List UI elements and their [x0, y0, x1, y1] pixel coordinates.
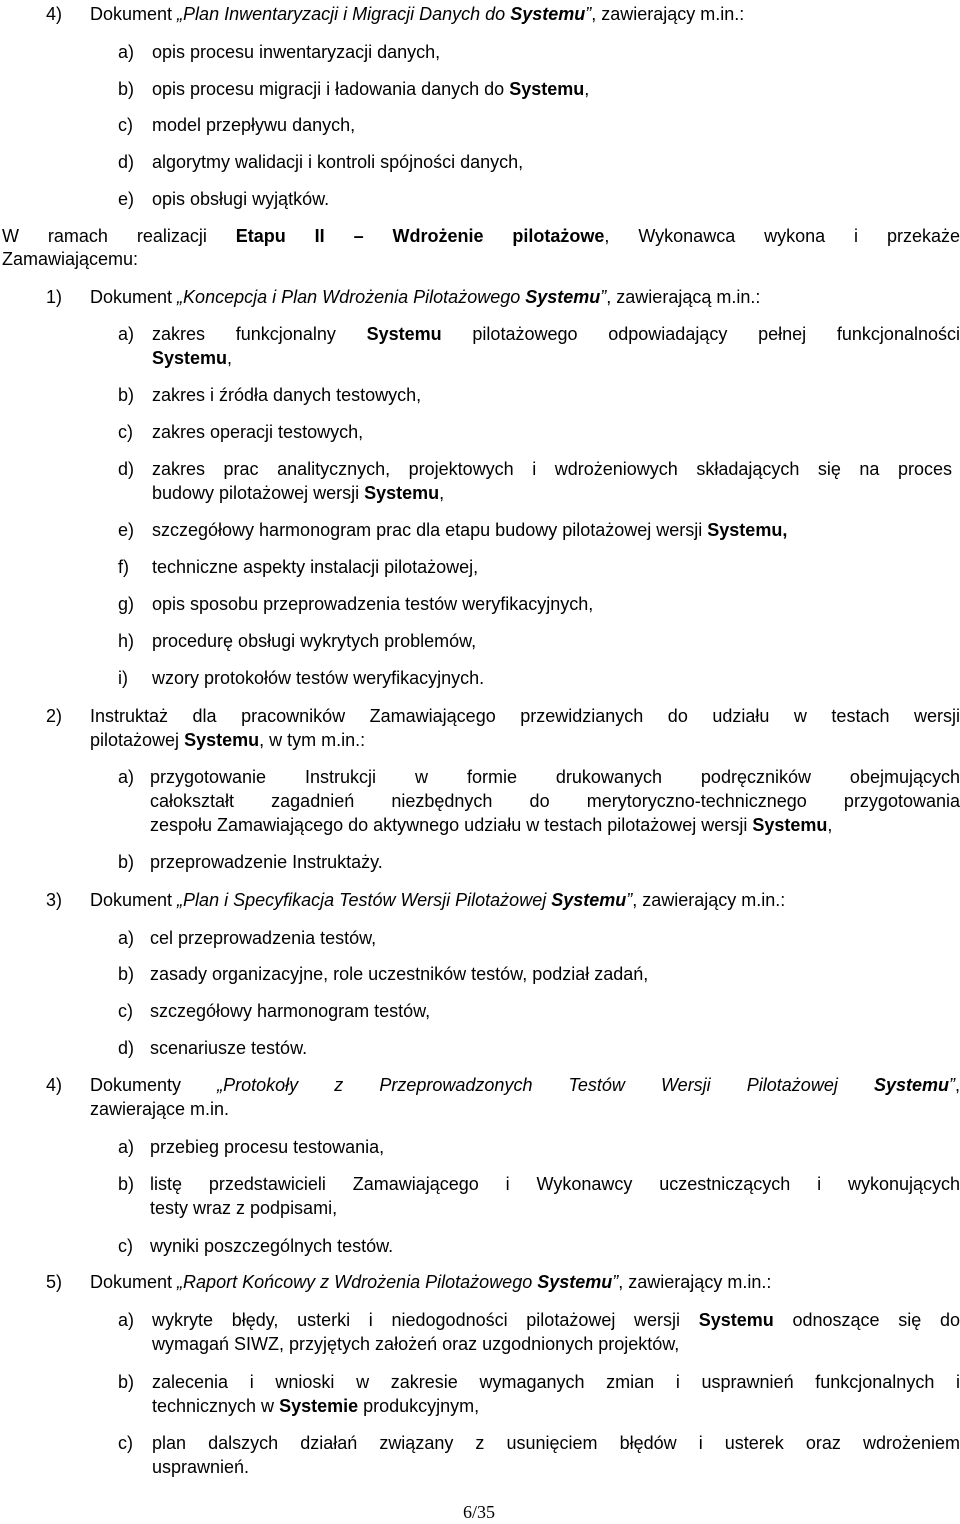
list-item: wykryte błędy, usterki i niedogodności pilotażowej wersji Systemu odnoszące się do	[152, 1310, 960, 1330]
list-item: algorytmy walidacji i kontroli spójności danych,	[152, 152, 524, 172]
list-item: techniczne aspekty instalacji pilotażowej,	[152, 557, 479, 577]
item-label: a)	[118, 324, 135, 344]
item-label: c)	[118, 422, 133, 442]
item-label: b)	[118, 964, 135, 984]
item-label: b)	[118, 79, 135, 99]
document-heading: Dokument „Plan Inwentaryzacji i Migracji Danych do Systemu”, zawierający m.in.:	[90, 4, 745, 24]
item-label: b)	[118, 852, 135, 872]
item-label: b)	[118, 1174, 135, 1194]
page-number: 6/35	[463, 1502, 496, 1522]
list-item: opis procesu inwentaryzacji danych,	[152, 42, 441, 62]
list-item-cont: usprawnień.	[152, 1457, 250, 1477]
list-item: listę przedstawicieli Zamawiającego i Wykonawcy uczestniczących i wykonujących	[150, 1174, 960, 1194]
item-label: a)	[118, 767, 135, 787]
list-item: przeprowadzenie Instruktaży.	[150, 852, 383, 872]
document-heading: Dokumenty „Protokoły z Przeprowadzonych Testów Wersji Pilotażowej Systemu”,	[90, 1075, 960, 1095]
item-label: c)	[118, 1236, 133, 1256]
list-item: procedurę obsługi wykrytych problemów,	[152, 631, 477, 651]
item-label: g)	[118, 594, 135, 614]
list-item: opis procesu migracji i ładowania danych do Systemu,	[152, 79, 590, 99]
item-label: d)	[118, 152, 135, 172]
document-heading-cont: zawierające m.in.	[90, 1099, 230, 1119]
list-number: 4)	[46, 1075, 63, 1095]
list-item: wzory protokołów testów weryfikacyjnych.	[152, 668, 485, 688]
list-item: zakres funkcjonalny Systemu pilotażowego odpowiadający pełnej funkcjonalności	[152, 324, 960, 344]
item-label: a)	[118, 42, 135, 62]
list-number: 3)	[46, 890, 63, 910]
list-item: zakres operacji testowych,	[152, 422, 364, 442]
list-number: 2)	[46, 706, 63, 726]
list-item-cont: całokształt zagadnień niezbędnych do merytoryczno-technicznego przygotowania	[150, 791, 960, 811]
list-item: opis sposobu przeprowadzenia testów weryfikacyjnych,	[152, 594, 594, 614]
item-label: a)	[118, 1310, 135, 1330]
item-label: a)	[118, 1137, 135, 1157]
list-item: wyniki poszczególnych testów.	[150, 1236, 394, 1256]
document-heading: Dokument „Koncepcja i Plan Wdrożenia Pilotażowego Systemu”, zawierającą m.in.:	[90, 287, 761, 307]
list-item: szczegółowy harmonogram prac dla etapu budowy pilotażowej wersji Systemu,	[152, 520, 788, 540]
list-item: przebieg procesu testowania,	[150, 1137, 385, 1157]
item-label: c)	[118, 1001, 133, 1021]
list-item-cont: zespołu Zamawiającego do aktywnego udziału w testach pilotażowej wersji Systemu,	[150, 815, 833, 835]
list-item: cel przeprowadzenia testów,	[150, 928, 377, 948]
list-item-cont: wymagań SIWZ, przyjętych założeń oraz uzgodnionych projektów,	[152, 1334, 680, 1354]
list-item-cont: budowy pilotażowej wersji Systemu,	[152, 483, 445, 503]
item-label: e)	[118, 189, 135, 209]
list-item: szczegółowy harmonogram testów,	[150, 1001, 431, 1021]
list-item: zakres prac analitycznych, projektowych i wdrożeniowych składających się na proces	[152, 459, 952, 479]
list-item-cont: technicznych w Systemie produkcyjnym,	[152, 1396, 480, 1416]
document-heading: Dokument „Raport Końcowy z Wdrożenia Pilotażowego Systemu”, zawierający m.in.:	[90, 1272, 772, 1292]
list-item-cont: Systemu,	[152, 348, 233, 368]
list-item: zalecenia i wnioski w zakresie wymaganych zmian i usprawnień funkcjonalnych i	[152, 1372, 960, 1392]
item-label: h)	[118, 631, 135, 651]
item-label: c)	[118, 1433, 133, 1453]
section-paragraph: Instruktaż dla pracowników Zamawiającego przewidzianych do udziału w testach wersji	[90, 706, 960, 726]
list-number: 1)	[46, 287, 63, 307]
item-label: d)	[118, 1038, 135, 1058]
item-label: e)	[118, 520, 135, 540]
item-label: i)	[118, 668, 128, 688]
intro-paragraph: W ramach realizacji Etapu II – Wdrożenie pilotażowe, Wykonawca wykona i przekaże	[2, 226, 960, 246]
list-item: plan dalszych działań związany z usunięciem błędów i usterek oraz wdrożeniem	[152, 1433, 960, 1453]
item-label: c)	[118, 115, 133, 135]
item-label: d)	[118, 459, 135, 479]
list-number: 5)	[46, 1272, 63, 1292]
document-heading: Dokument „Plan i Specyfikacja Testów Wersji Pilotażowej Systemu”, zawierający m.in.:	[90, 890, 786, 910]
list-item: model przepływu danych,	[152, 115, 356, 135]
item-label: a)	[118, 928, 135, 948]
list-item: scenariusze testów.	[150, 1038, 308, 1058]
list-item-cont: testy wraz z podpisami,	[150, 1198, 338, 1218]
intro-paragraph-cont: Zamawiającemu:	[2, 249, 139, 269]
item-label: f)	[118, 557, 129, 577]
list-item: opis obsługi wyjątków.	[152, 189, 330, 209]
item-label: b)	[118, 1372, 135, 1392]
list-number: 4)	[46, 4, 63, 24]
section-paragraph-cont: pilotażowej Systemu, w tym m.in.:	[90, 730, 366, 750]
list-item: zakres i źródła danych testowych,	[152, 385, 422, 405]
list-item: zasady organizacyjne, role uczestników testów, podział zadań,	[150, 964, 649, 984]
list-item: przygotowanie Instrukcji w formie drukowanych podręczników obejmujących	[150, 767, 960, 787]
item-label: b)	[118, 385, 135, 405]
